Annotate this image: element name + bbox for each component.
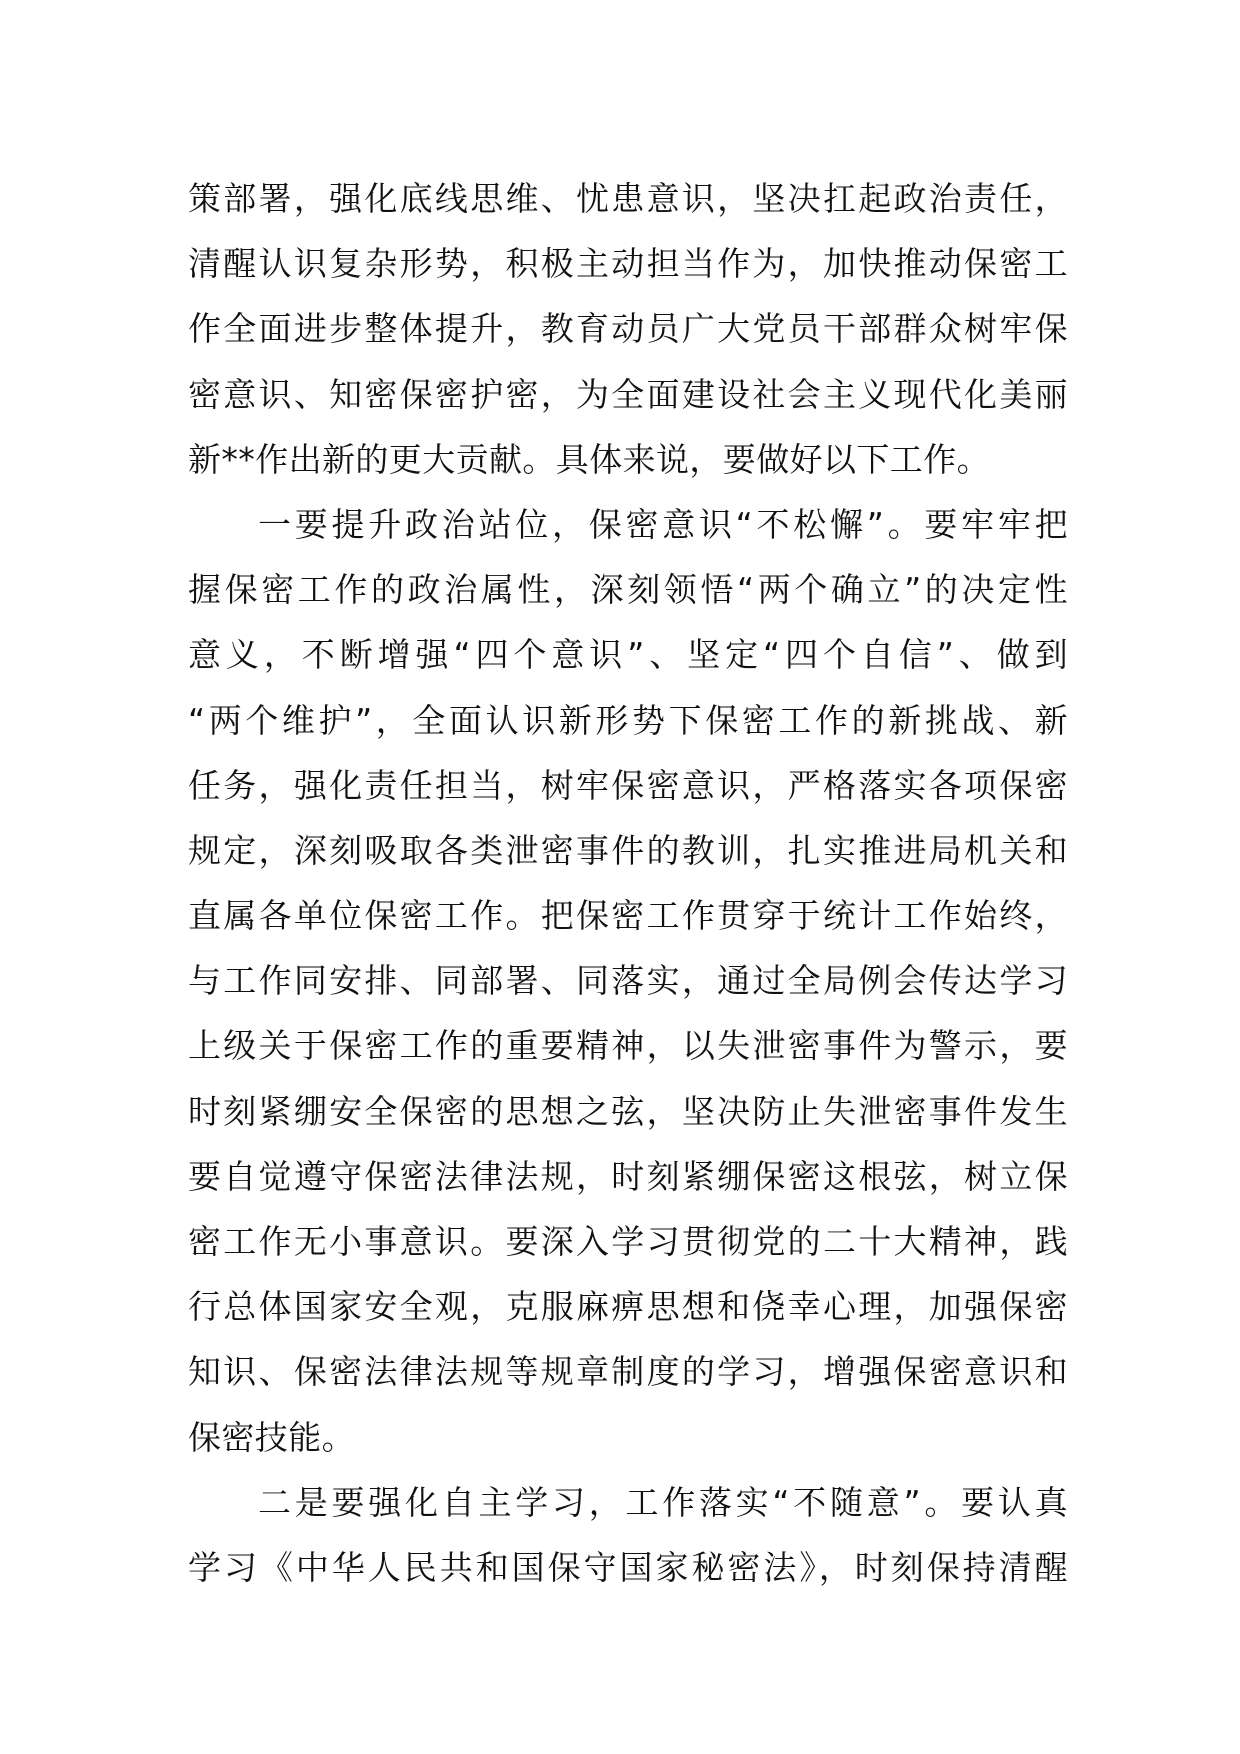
text-line: 作全面进步整体提升，教育动员广大党员干部群众树牢保: [188, 309, 1068, 349]
text-line: 新**作出新的更大贡献。具体来说，要做好以下工作。: [188, 439, 990, 479]
text-line: 意义，不断增强“四个意识”、坚定“四个自信”、做到: [188, 635, 1068, 675]
text-line: 清醒认识复杂形势，积极主动担当作为，加快推动保密工: [188, 244, 1068, 284]
text-line: 上级关于保密工作的重要精神，以失泄密事件为警示，要: [188, 1026, 1068, 1066]
text-line: 策部署，强化底线思维、忧患意识，坚决扛起政治责任，: [188, 179, 1068, 218]
text-line: 握保密工作的政治属性，深刻领悟“两个确立”的决定性: [188, 570, 1068, 610]
text-line: “两个维护”，全面认识新形势下保密工作的新挑战、新: [188, 700, 1068, 740]
text-line: 任务，强化责任担当，树牢保密意识，严格落实各项保密: [188, 765, 1068, 805]
text-line: 学习《中华人民共和国保守国家秘密法》，时刻保持清醒: [188, 1547, 1068, 1587]
paragraph-start-line: 二是要强化自主学习，工作落实“不随意”。要认真: [258, 1482, 1068, 1522]
text-line: 时刻紧绷安全保密的思想之弦，坚决防止失泄密事件发生: [188, 1091, 1068, 1131]
text-line: 要自觉遵守保密法律法规，时刻紧绷保密这根弦，树立保: [188, 1156, 1068, 1196]
text-line: 保密技能。: [188, 1417, 355, 1457]
text-line: 密工作无小事意识。要深入学习贯彻党的二十大精神，践: [188, 1222, 1068, 1261]
paragraph-start-line: 一要提升政治站位，保密意识“不松懈”。要牢牢把: [258, 504, 1068, 544]
text-line: 密意识、知密保密护密，为全面建设社会主义现代化美丽: [188, 374, 1068, 414]
text-line: 行总体国家安全观，克服麻痹思想和侥幸心理，加强保密: [188, 1287, 1068, 1327]
text-line: 与工作同安排、同部署、同落实，通过全局例会传达学习: [188, 961, 1068, 1001]
text-line: 直属各单位保密工作。把保密工作贯穿于统计工作始终，: [188, 896, 1068, 936]
text-line: 规定，深刻吸取各类泄密事件的教训，扎实推进局机关和: [188, 830, 1068, 870]
text-line: 知识、保密法律法规等规章制度的学习，增强保密意识和: [188, 1352, 1068, 1392]
body-text: [188, 166, 1068, 1600]
